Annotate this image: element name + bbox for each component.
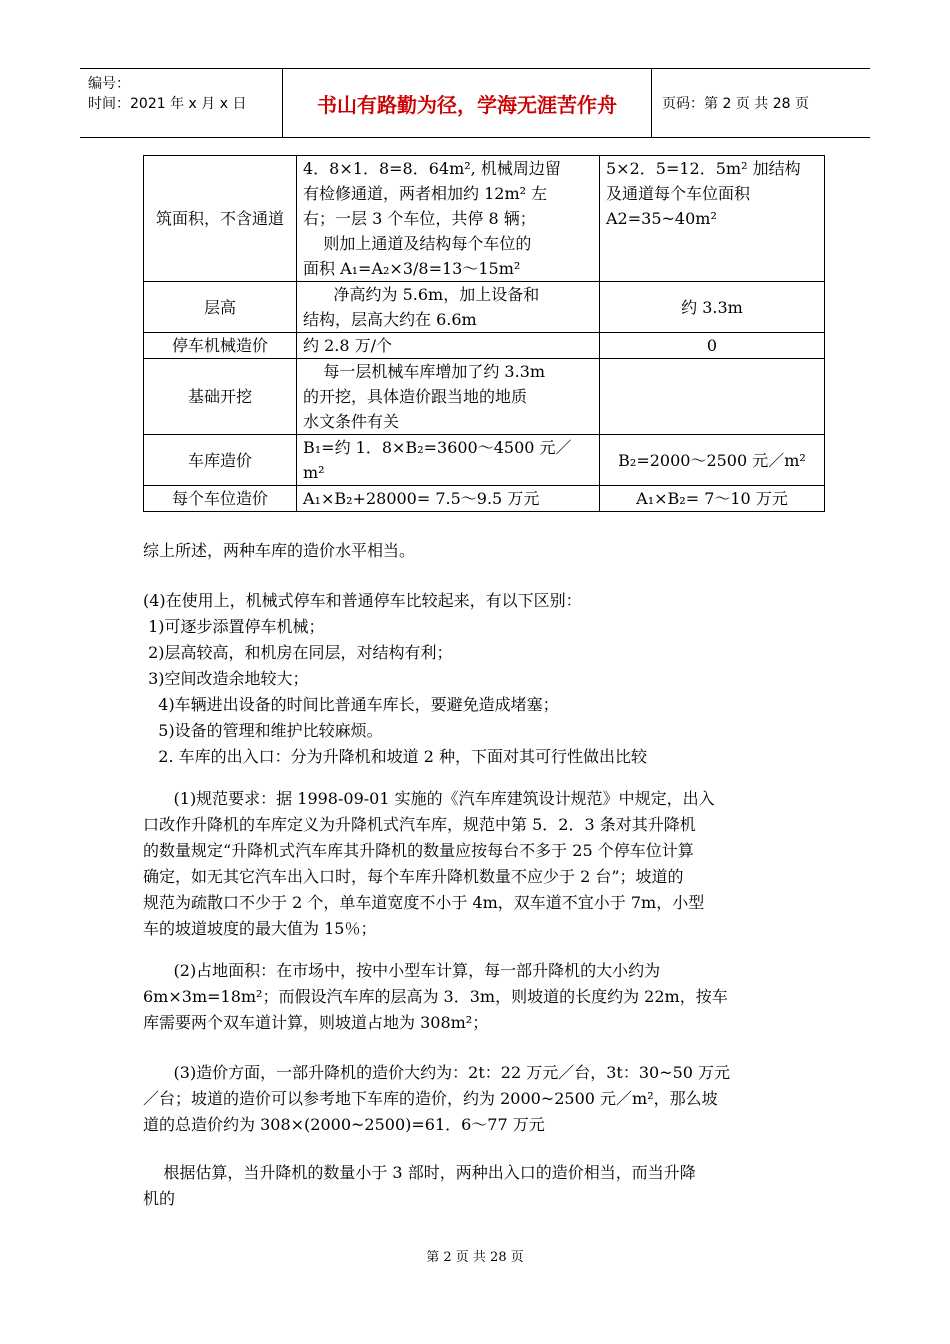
page-footer: 第 2 页 共 28 页 xyxy=(426,1250,524,1265)
list-item: 3)空间改造余地较大； xyxy=(143,669,309,688)
paragraph-cost xyxy=(143,1060,813,1138)
text-line: 根据估算，当升降机的数量小于 3 部时，两种出入口的造价相当，而当升降 xyxy=(143,1163,696,1182)
usage-list xyxy=(143,614,813,770)
header-page-label: 页码：第 2 页 共 28 页 xyxy=(662,96,809,112)
table-row xyxy=(144,333,825,359)
row-label: 每个车位造价 xyxy=(144,486,297,512)
row-label: 筑面积，不含通道 xyxy=(144,156,297,282)
row-label: 基础开挖 xyxy=(144,359,297,435)
text-line: 机的 xyxy=(143,1189,176,1208)
ordinary-garage-cell xyxy=(600,359,825,435)
text-line: 道的总造价约为 308×(2000~2500)=61．6～77 万元 xyxy=(143,1115,545,1134)
table-row xyxy=(144,486,825,512)
paragraph-area xyxy=(143,958,813,1036)
header-meta xyxy=(80,69,283,137)
table-row xyxy=(144,435,825,486)
row-label: 车库造价 xyxy=(144,435,297,486)
paragraph-conclusion xyxy=(143,1160,813,1212)
table-row xyxy=(144,359,825,435)
text-line: (2)占地面积：在市场中，按中小型车计算，每一部升降机的大小约为 xyxy=(143,961,661,980)
list-item: 4)车辆进出设备的时间比普通车库长，要避免造成堵塞； xyxy=(143,695,559,714)
usage-intro: (4)在使用上，机械式停车和普通停车比较起来，有以下区别： xyxy=(143,591,582,610)
text-line: 确定，如无其它汽车出入口时，每个车库升降机数量不应少于 2 台”；坡道的 xyxy=(143,867,684,886)
mechanical-garage-cell: 4．8×1．8=8．64m², 机械周边留 有检修通道，两者相加约 12m² 左 右；一层 3 个车位，共停 8 辆； 则加上通道及结构每个车位的 面积 A₁=A₂×3/8=13～15m² xyxy=(297,156,600,282)
table-row xyxy=(144,156,825,282)
text-line: 口改作升降机的车库定义为升降机式汽车库，规范中第 5．2．3 条对其升降机 xyxy=(143,815,696,834)
row-label: 停车机械造价 xyxy=(144,333,297,359)
time-label: 时间：2021 年 x 月 x 日 xyxy=(88,96,247,112)
text-line: (1)规范要求：据 1998-09-01 实施的《汽车库建筑设计规范》中规定，出入 xyxy=(143,789,715,808)
mechanical-garage-cell: 每一层机械车库增加了约 3.3m 的开挖，具体造价跟当地的地质 水文条件有关 xyxy=(297,359,600,435)
list-item: 2)层高较高，和机房在同层，对结构有利； xyxy=(143,643,453,662)
list-item: 1)可逐步添置停车机械； xyxy=(143,617,325,636)
ordinary-garage-cell: 约 3.3m xyxy=(600,282,825,333)
mechanical-garage-cell: A₁×B₂+28000= 7.5～9.5 万元 xyxy=(297,486,600,512)
text-line: 车的坡道坡度的最大值为 15％； xyxy=(143,919,377,938)
text-line: 规范为疏散口不少于 2 个，单车道宽度不小于 4m，双车道不宜小于 7m，小型 xyxy=(143,893,705,912)
text-line: (3)造价方面，一部升降机的造价大约为：2t：22 万元／台，3t：30~50 万元 xyxy=(143,1063,731,1082)
usage-section xyxy=(143,588,813,770)
ordinary-garage-cell: 5×2．5=12．5m² 加结构 及通道每个车位面积 A2=35~40m² xyxy=(600,156,825,282)
table-row xyxy=(144,282,825,333)
text-line: 6m×3m=18m²；而假设汽车库的层高为 3．3m，则坡道的长度约为 22m，按车 xyxy=(143,987,728,1006)
mechanical-garage-cell: 约 2.8 万/个 xyxy=(297,333,600,359)
page-header xyxy=(80,68,870,138)
comparison-table xyxy=(143,155,825,512)
text-line: ／台；坡道的造价可以参考地下车库的造价，约为 2000~2500 元／m²，那么坡 xyxy=(143,1089,718,1108)
list-item: 2. 车库的出入口：分为升降机和坡道 2 种，下面对其可行性做出比较 xyxy=(143,747,647,766)
text-line: 的数量规定“升降机式汽车库其升降机的数量应按每台不多于 25 个停车位计算 xyxy=(143,841,694,860)
text-line: 库需要两个双车道计算，则坡道占地为 308m²； xyxy=(143,1013,489,1032)
number-label: 编号： xyxy=(88,76,130,92)
paragraph-regulation xyxy=(143,786,813,942)
summary-text: 综上所述，两种车库的造价水平相当。 xyxy=(143,541,416,560)
mechanical-garage-cell: 净高约为 5.6m，加上设备和 结构，层高大约在 6.6m xyxy=(297,282,600,333)
mechanical-garage-cell: B₁=约 1．8×B₂=3600～4500 元／ m² xyxy=(297,435,600,486)
ordinary-garage-cell: B₂=2000～2500 元／m² xyxy=(600,435,825,486)
row-label: 层高 xyxy=(144,282,297,333)
list-item: 5)设备的管理和维护比较麻烦。 xyxy=(143,721,383,740)
header-motto: 书山有路勤为径，学海无涯苦作舟 xyxy=(283,69,652,137)
ordinary-garage-cell: 0 xyxy=(600,333,825,359)
ordinary-garage-cell: A₁×B₂= 7～10 万元 xyxy=(600,486,825,512)
